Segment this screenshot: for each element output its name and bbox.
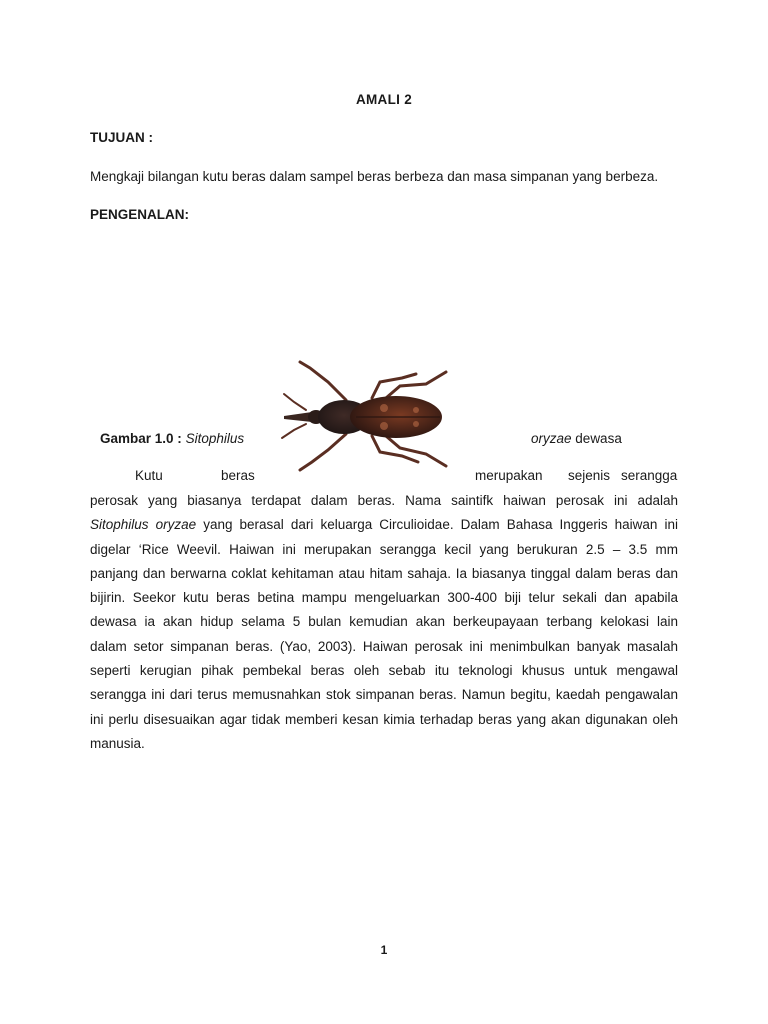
figure-caption-species: oryzae: [531, 431, 572, 446]
tujuan-heading: TUJUAN :: [90, 130, 153, 145]
page-number: 1: [380, 943, 388, 957]
paragraph-line: ini perlu disesuaikan agar tidak memberi kesan kimia terhadap beras yang akan digunakan oleh: [90, 711, 678, 727]
paragraph-line: manusia.: [90, 735, 145, 751]
scientific-name: Sitophilus oryzae: [90, 517, 197, 533]
paragraph-line: digelar ‘Rice Weevil. Haiwan ini merupakan serangga kecil yang berukuran 2.5 – 3.5 mm: [90, 541, 678, 557]
figure-caption-suffix: dewasa: [575, 431, 622, 446]
paragraph-line: dewasa ia akan hidup selama 5 bulan kemudian akan berkeupayaan terbang kelokasi lain: [90, 614, 678, 630]
paragraph-word: sejenis: [568, 468, 611, 483]
tujuan-text: Mengkaji bilangan kutu beras dalam sampel beras berbeza dan masa simpanan yang berbeza.: [90, 169, 659, 184]
paragraph-line: seperti kerugian pihak pembekal beras oleh sebab itu teknologi khusus untuk mengawal: [90, 663, 678, 679]
paragraph-first-row: [90, 468, 678, 486]
page-title: AMALI 2: [355, 92, 413, 107]
paragraph-line: serangga ini dari terus memusnahkan stok simpanan beras. Namun begitu, kaedah pengawalan: [90, 687, 678, 703]
pengenalan-heading: PENGENALAN:: [90, 207, 190, 222]
figure-caption-genus: Sitophilus: [185, 431, 245, 446]
paragraph-word: serangga: [621, 468, 678, 483]
paragraph-line: dalam setor simpanan beras. (Yao, 2003). Haiwan perosak ini menimbulkan banyak masalah: [90, 638, 678, 654]
figure-caption-left: [100, 431, 244, 446]
paragraph-line: panjang dan berwarna coklat kehitaman atau hitam sahaja. Ia biasanya tinggal dalam beras dan: [90, 565, 678, 581]
paragraph-word: Kutu: [135, 468, 163, 483]
pengenalan-paragraph: [90, 489, 678, 756]
paragraph-line: perosak yang biasanya terdapat dalam beras. Nama saintifk haiwan perosak ini adalah: [90, 493, 678, 508]
paragraph-line: [90, 513, 678, 537]
figure-caption-label: Gambar 1.0 :: [100, 431, 182, 446]
paragraph-word: beras: [221, 468, 255, 483]
paragraph-line-text: yang berasal dari keluarga Circulioidae. Dalam Bahasa Inggeris haiwan ini: [196, 517, 678, 533]
rice-weevil-image: [276, 358, 452, 476]
figure-caption-right: [531, 431, 622, 446]
paragraph-word: merupakan: [475, 468, 543, 483]
paragraph-line: bijirin. Seekor kutu beras betina mampu mengeluarkan 300-400 biji telur sekali dan apabila: [90, 590, 678, 606]
